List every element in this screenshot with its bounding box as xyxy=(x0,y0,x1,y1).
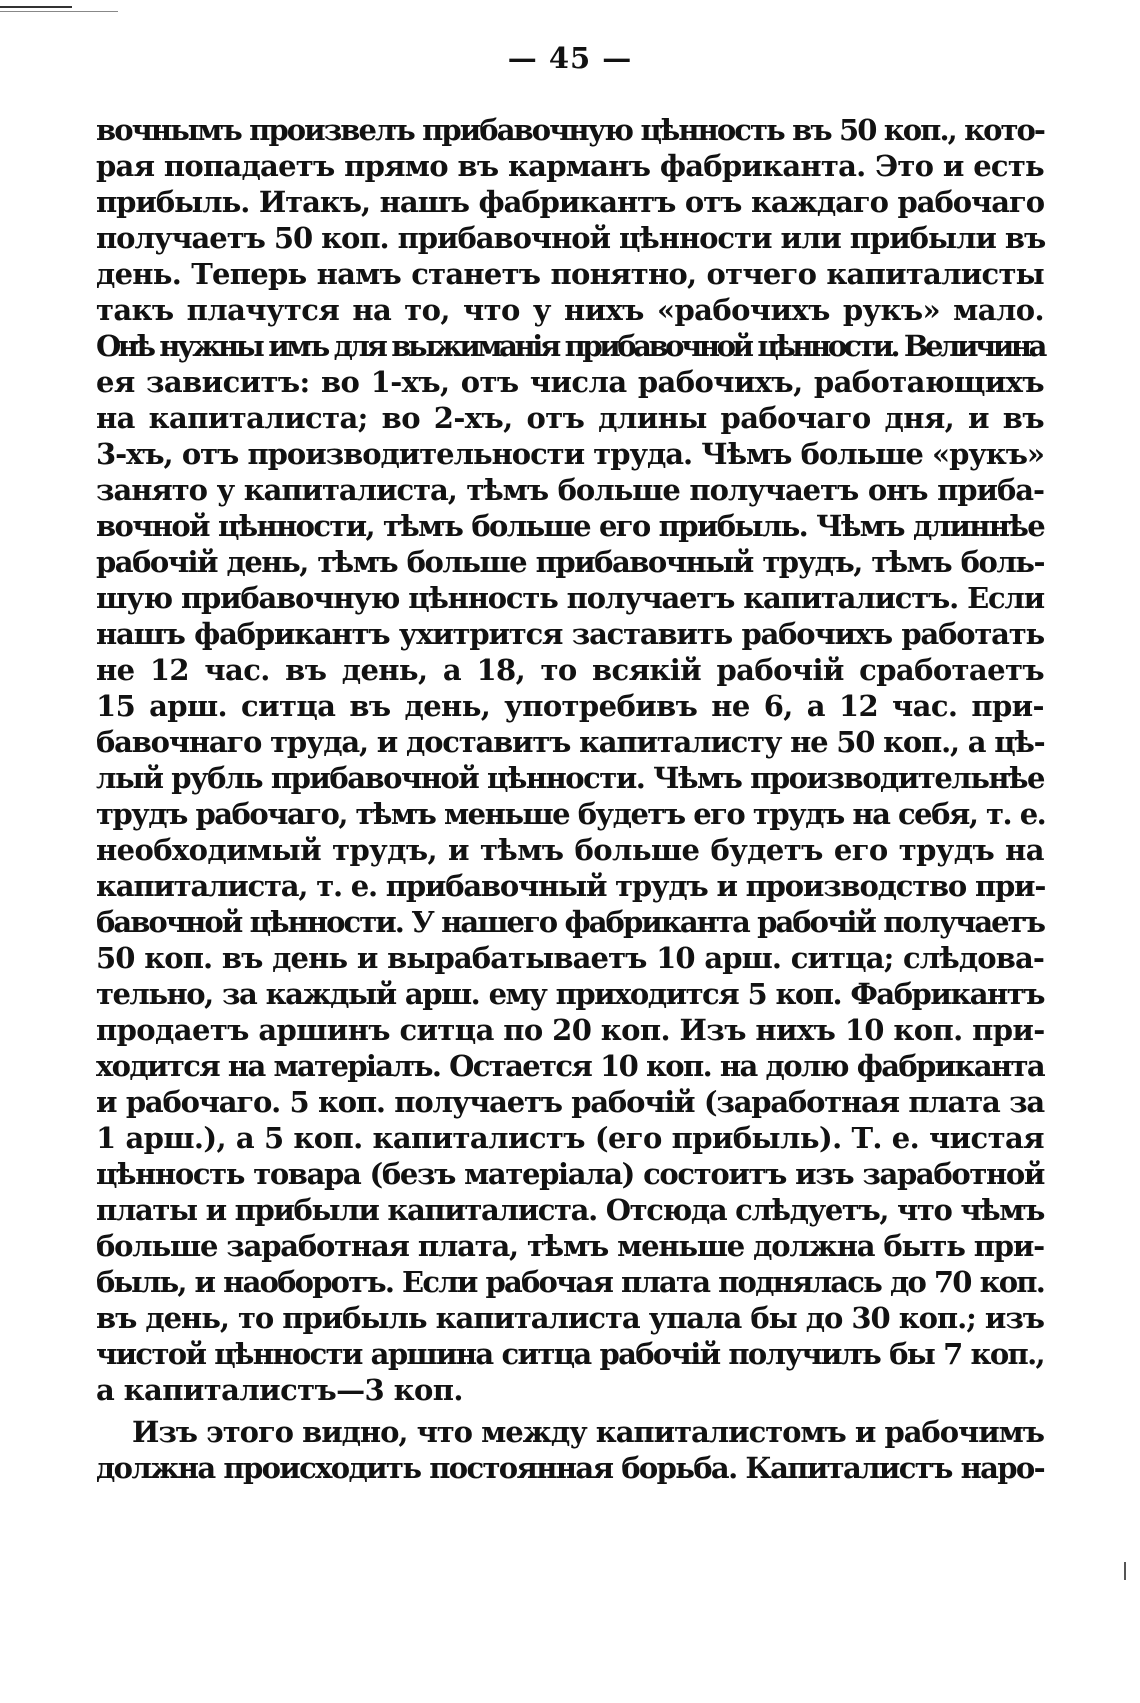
text-line: нашъ фабрикантъ ухитрится заставить рабочихъ работать xyxy=(96,617,1044,651)
text-line: лый рубль прибавочной цѣнности. Чѣмъ производительнѣе xyxy=(96,761,1044,795)
text-line: продаетъ аршинъ ситца по 20 коп. Изъ нихъ 10 коп. при- xyxy=(96,1013,1045,1047)
text-line: рабочій день, тѣмъ больше прибавочный трудъ, тѣмъ боль- xyxy=(96,545,1044,579)
text-line: платы и прибыли капиталиста. Отсюда слѣдуетъ, что чѣмъ xyxy=(96,1193,1044,1227)
text-line: тельно, за каждый арш. ему приходится 5 коп. Фабрикантъ xyxy=(96,977,1044,1011)
text-line: прибыль. Итакъ, нашъ фабрикантъ отъ каждаго рабочаго xyxy=(96,185,1044,219)
text-line: получаетъ 50 коп. прибавочной цѣнности или прибыли въ xyxy=(96,221,1046,255)
text-line: 1 арш.), а 5 коп. капиталистъ (его прибыль). Т. е. чистая xyxy=(96,1121,1044,1155)
text-line: трудъ рабочаго, тѣмъ меньше будетъ его трудъ на себя, т. е. xyxy=(96,797,1046,831)
text-line: должна происходить постоянная борьба. Капиталистъ наро- xyxy=(96,1451,1044,1485)
text-line: въ день, то прибыль капиталиста упала бы до 30 коп.; изъ xyxy=(96,1301,1044,1335)
text-line: вочной цѣнности, тѣмъ больше его прибыль. Чѣмъ длиннѣе xyxy=(96,509,1044,543)
text-line: такъ плачутся на то, что у нихъ «рабочихъ рукъ» мало. xyxy=(96,293,1044,327)
text-line: на капиталиста; во 2-хъ, отъ длины рабочаго дня, и въ xyxy=(96,401,1044,435)
text-line: шую прибавочную цѣнность получаетъ капиталистъ. Если xyxy=(96,581,1044,615)
scan-edge-mark-secondary xyxy=(0,11,118,12)
text-line: не 12 час. въ день, а 18, то всякій рабочій сработаетъ xyxy=(96,653,1044,687)
text-line: и рабочаго. 5 коп. получаетъ рабочій (заработная плата за xyxy=(96,1085,1044,1119)
text-line: чистой цѣнности аршина ситца рабочій получилъ бы 7 коп., xyxy=(96,1337,1044,1371)
text-line: 15 арш. ситца въ день, употребивъ не 6, а 12 час. при- xyxy=(96,689,1044,723)
text-line-paragraph-end: а капиталистъ—3 коп. xyxy=(96,1373,463,1407)
text-line: необходимый трудъ, и тѣмъ больше будетъ его трудъ на xyxy=(96,833,1044,867)
page-number: — 45 — xyxy=(507,41,633,75)
text-line-paragraph-start: Изъ этого видно, что между капиталистомъ и рабочимъ xyxy=(132,1415,1044,1449)
text-line: вочнымъ произвелъ прибавочную цѣнность въ 50 коп., кото- xyxy=(96,113,1044,147)
text-line: 50 коп. въ день и вырабатываетъ 10 арш. ситца; слѣдова- xyxy=(96,941,1044,975)
text-line: цѣнность товара (безъ матеріала) состоитъ изъ заработной xyxy=(96,1157,1044,1191)
text-line: рая попадаетъ прямо въ карманъ фабриканта. Это и есть xyxy=(96,149,1044,183)
text-line: больше заработная плата, тѣмъ меньше должна быть при- xyxy=(96,1229,1044,1263)
scan-edge-mark xyxy=(0,6,72,8)
text-line: Онѣ нужны имъ для выжиманія прибавочной цѣнности. Величина xyxy=(96,329,1044,363)
scan-edge-tick xyxy=(1124,1562,1126,1580)
text-line: бавочнаго труда, и доставитъ капиталисту не 50 коп., а цѣ- xyxy=(96,725,1045,759)
text-line: ходится на матеріалъ. Остается 10 коп. на долю фабриканта xyxy=(96,1049,1044,1083)
text-line: быль, и наоборотъ. Если рабочая плата поднялась до 70 коп. xyxy=(96,1265,1044,1299)
text-line: капиталиста, т. е. прибавочный трудъ и производство при- xyxy=(96,869,1046,903)
text-line: ея зависитъ: во 1-хъ, отъ числа рабочихъ, работающихъ xyxy=(96,365,1044,399)
text-line: день. Теперь намъ станетъ понятно, отчего капиталисты xyxy=(96,257,1044,291)
text-line: занято у капиталиста, тѣмъ больше получаетъ онъ приба- xyxy=(96,473,1044,507)
text-line: бавочной цѣнности. У нашего фабриканта рабочій получаетъ xyxy=(96,905,1044,939)
text-line: 3-хъ, отъ производительности труда. Чѣмъ больше «рукъ» xyxy=(96,437,1044,471)
